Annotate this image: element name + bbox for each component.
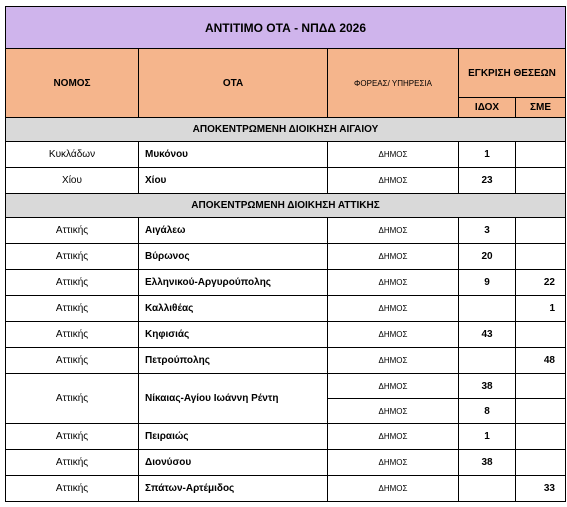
idox-cell: 38 (459, 374, 516, 399)
table-row (6, 476, 566, 502)
idox-cell: 43 (459, 322, 516, 348)
idox-cell: 1 (459, 424, 516, 450)
foreas-cell: ΔΗΜΟΣ (328, 218, 459, 244)
nomos-cell: Αττικής (6, 296, 139, 322)
table-title: ΑΝΤΙΤΙΜΟ ΟΤΑ - ΝΠΔΔ 2026 (6, 7, 566, 49)
foreas-cell: ΔΗΜΟΣ (328, 168, 459, 194)
nomos-cell: Χίου (6, 168, 139, 194)
section-row (6, 194, 566, 218)
nomos-cell: Αττικής (6, 424, 139, 450)
nomos-cell: Αττικής (6, 218, 139, 244)
idox-cell (459, 476, 516, 502)
sme-cell (516, 244, 566, 270)
table-row (6, 218, 566, 244)
sme-cell (516, 374, 566, 399)
ota-cell: Πετρούπολης (139, 348, 328, 374)
table-row (6, 142, 566, 168)
ota-cell: Σπάτων-Αρτέμιδος (139, 476, 328, 502)
sme-cell: 48 (516, 348, 566, 374)
sme-cell (516, 450, 566, 476)
table-row (6, 322, 566, 348)
sme-cell (516, 142, 566, 168)
ota-cell: Βύρωνος (139, 244, 328, 270)
ota-cell: Χίου (139, 168, 328, 194)
section-title: ΑΠΟΚΕΝΤΡΩΜΕΝΗ ΔΙΟΙΚΗΣΗ ΑΙΓΑΙΟΥ (6, 118, 566, 142)
nomos-cell: Αττικής (6, 348, 139, 374)
ota-cell: Κηφισιάς (139, 322, 328, 348)
section-row (6, 118, 566, 142)
header-nomos: ΝΟΜΟΣ (6, 49, 139, 118)
table-row (6, 374, 566, 399)
foreas-cell: ΔΗΜΟΣ (328, 142, 459, 168)
sme-cell (516, 322, 566, 348)
sme-cell (516, 218, 566, 244)
idox-cell: 23 (459, 168, 516, 194)
ota-cell: Νίκαιας-Αγίου Ιωάννη Ρέντη (139, 374, 328, 424)
table-row (6, 424, 566, 450)
table-row (6, 244, 566, 270)
idox-cell: 20 (459, 244, 516, 270)
foreas-cell: ΔΗΜΟΣ (328, 348, 459, 374)
idox-cell (459, 296, 516, 322)
foreas-cell: ΔΗΜΟΣ (328, 322, 459, 348)
sme-cell (516, 424, 566, 450)
nomos-cell: Αττικής (6, 270, 139, 296)
ota-cell: Μυκόνου (139, 142, 328, 168)
nomos-cell: Αττικής (6, 450, 139, 476)
nomos-cell: Κυκλάδων (6, 142, 139, 168)
idox-cell: 9 (459, 270, 516, 296)
header-foreas: ΦΟΡΕΑΣ/ ΥΠΗΡΕΣΙΑ (328, 49, 459, 118)
nomos-cell: Αττικής (6, 476, 139, 502)
foreas-cell: ΔΗΜΟΣ (328, 270, 459, 296)
ota-cell: Πειραιώς (139, 424, 328, 450)
ota-cell: Ελληνικού-Αργυρούπολης (139, 270, 328, 296)
title-row (6, 7, 566, 49)
sme-cell (516, 399, 566, 424)
idox-cell: 1 (459, 142, 516, 168)
ota-cell: Διονύσου (139, 450, 328, 476)
sme-cell: 33 (516, 476, 566, 502)
table-body (6, 7, 566, 502)
header-idox: ΙΔΟΧ (459, 98, 516, 118)
idox-cell: 8 (459, 399, 516, 424)
table-row (6, 270, 566, 296)
positions-table (5, 6, 566, 502)
table-row (6, 450, 566, 476)
table-row (6, 168, 566, 194)
nomos-cell: Αττικής (6, 322, 139, 348)
ota-cell: Καλλιθέας (139, 296, 328, 322)
sme-cell (516, 168, 566, 194)
table-row (6, 348, 566, 374)
sme-cell: 22 (516, 270, 566, 296)
foreas-cell: ΔΗΜΟΣ (328, 476, 459, 502)
ota-cell: Αιγάλεω (139, 218, 328, 244)
header-row (6, 49, 566, 98)
idox-cell: 38 (459, 450, 516, 476)
section-title: ΑΠΟΚΕΝΤΡΩΜΕΝΗ ΔΙΟΙΚΗΣΗ ΑΤΤΙΚΗΣ (6, 194, 566, 218)
table-row (6, 296, 566, 322)
foreas-cell: ΔΗΜΟΣ (328, 374, 459, 399)
idox-cell: 3 (459, 218, 516, 244)
foreas-cell: ΔΗΜΟΣ (328, 424, 459, 450)
header-approval: ΕΓΚΡΙΣΗ ΘΕΣΕΩΝ (459, 49, 566, 98)
nomos-cell: Αττικής (6, 244, 139, 270)
nomos-cell: Αττικής (6, 374, 139, 424)
sme-cell: 1 (516, 296, 566, 322)
foreas-cell: ΔΗΜΟΣ (328, 399, 459, 424)
foreas-cell: ΔΗΜΟΣ (328, 450, 459, 476)
idox-cell (459, 348, 516, 374)
header-ota: ΟΤΑ (139, 49, 328, 118)
foreas-cell: ΔΗΜΟΣ (328, 244, 459, 270)
header-sme: ΣΜΕ (516, 98, 566, 118)
foreas-cell: ΔΗΜΟΣ (328, 296, 459, 322)
